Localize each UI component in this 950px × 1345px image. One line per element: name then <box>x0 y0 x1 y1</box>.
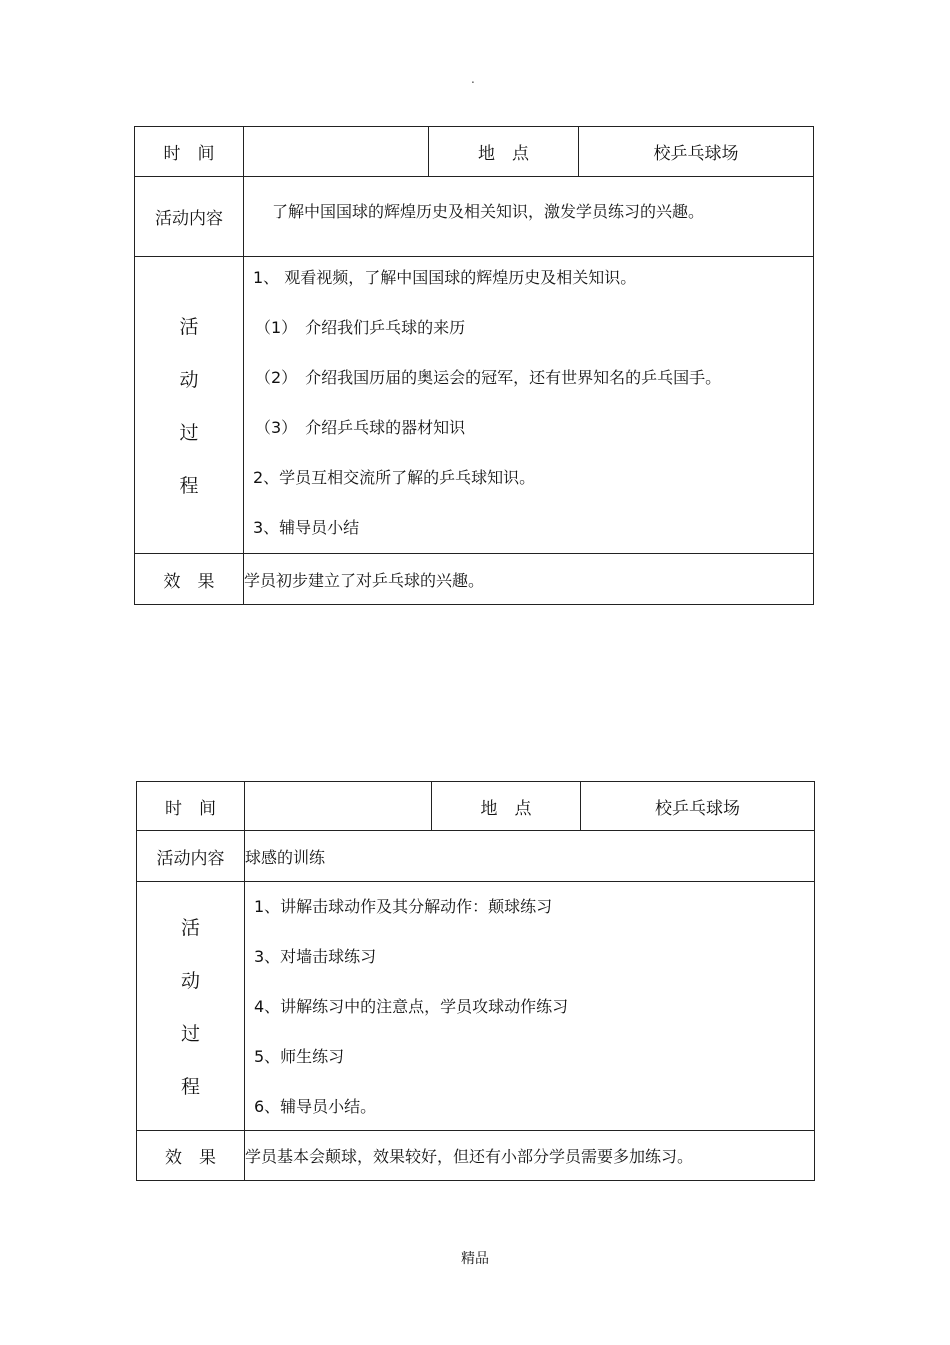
effect-value: 学员基本会颠球，效果较好，但还有小部分学员需要多加练习。 <box>245 1131 815 1181</box>
footer-text: 精品 <box>461 1251 489 1267</box>
place-value: 校乒乓球场 <box>581 782 815 831</box>
header-mark: . <box>471 72 475 86</box>
process-label-char: 程 <box>179 475 199 497</box>
process-step: （3） 介绍乒乓球的器材知识 <box>255 418 466 437</box>
process-step: 5、师生练习 <box>254 1047 345 1066</box>
place-value: 校乒乓球场 <box>579 127 814 177</box>
process-step: 6、辅导员小结。 <box>254 1097 377 1116</box>
process-label-cell <box>135 257 244 554</box>
place-label: 地 点 <box>432 782 581 831</box>
process-label-cell <box>137 882 245 1131</box>
process-label-char: 活 <box>179 316 199 338</box>
process-step: （2） 介绍我国历届的奥运会的冠军，还有世界知名的乒乓国手。 <box>255 368 722 387</box>
process-step: 3、辅导员小结 <box>253 518 360 537</box>
process-step: （1） 介绍我们乒乓球的来历 <box>255 318 466 337</box>
process-label <box>135 312 243 498</box>
time-value <box>244 127 429 177</box>
process-label-char: 程 <box>180 1076 200 1098</box>
process-label-char: 活 <box>180 917 200 939</box>
process-step: 1、 观看视频，了解中国国球的辉煌历史及相关知识。 <box>253 268 637 287</box>
time-label: 时 间 <box>135 127 244 177</box>
content-label: 活动内容 <box>135 177 244 257</box>
activity-record-table-2 <box>136 781 815 1181</box>
effect-label: 效 果 <box>135 554 244 605</box>
process-label-char: 过 <box>179 422 199 444</box>
content-label: 活动内容 <box>137 831 245 882</box>
content-cell <box>244 177 814 257</box>
process-step: 3、对墙击球练习 <box>254 947 377 966</box>
time-value <box>245 782 432 831</box>
effect-value: 学员初步建立了对乒乓球的兴趣。 <box>244 554 814 605</box>
process-label-char: 动 <box>180 970 200 992</box>
process-steps <box>245 882 815 1131</box>
process-step: 2、学员互相交流所了解的乒乓球知识。 <box>253 468 536 487</box>
process-step: 1、讲解击球动作及其分解动作：颠球练习 <box>254 897 553 916</box>
process-step: 4、讲解练习中的注意点，学员攻球动作练习 <box>254 997 569 1016</box>
time-label: 时 间 <box>137 782 245 831</box>
content-value: 球感的训练 <box>245 831 815 882</box>
process-label <box>137 913 244 1099</box>
place-label: 地 点 <box>429 127 579 177</box>
process-label-char: 过 <box>180 1023 200 1045</box>
activity-record-table-1 <box>134 126 814 605</box>
effect-label: 效 果 <box>137 1131 245 1181</box>
content-value: 了解中国国球的辉煌历史及相关知识，激发学员练习的兴趣。 <box>272 202 705 221</box>
process-steps <box>244 257 814 554</box>
process-label-char: 动 <box>179 369 199 391</box>
